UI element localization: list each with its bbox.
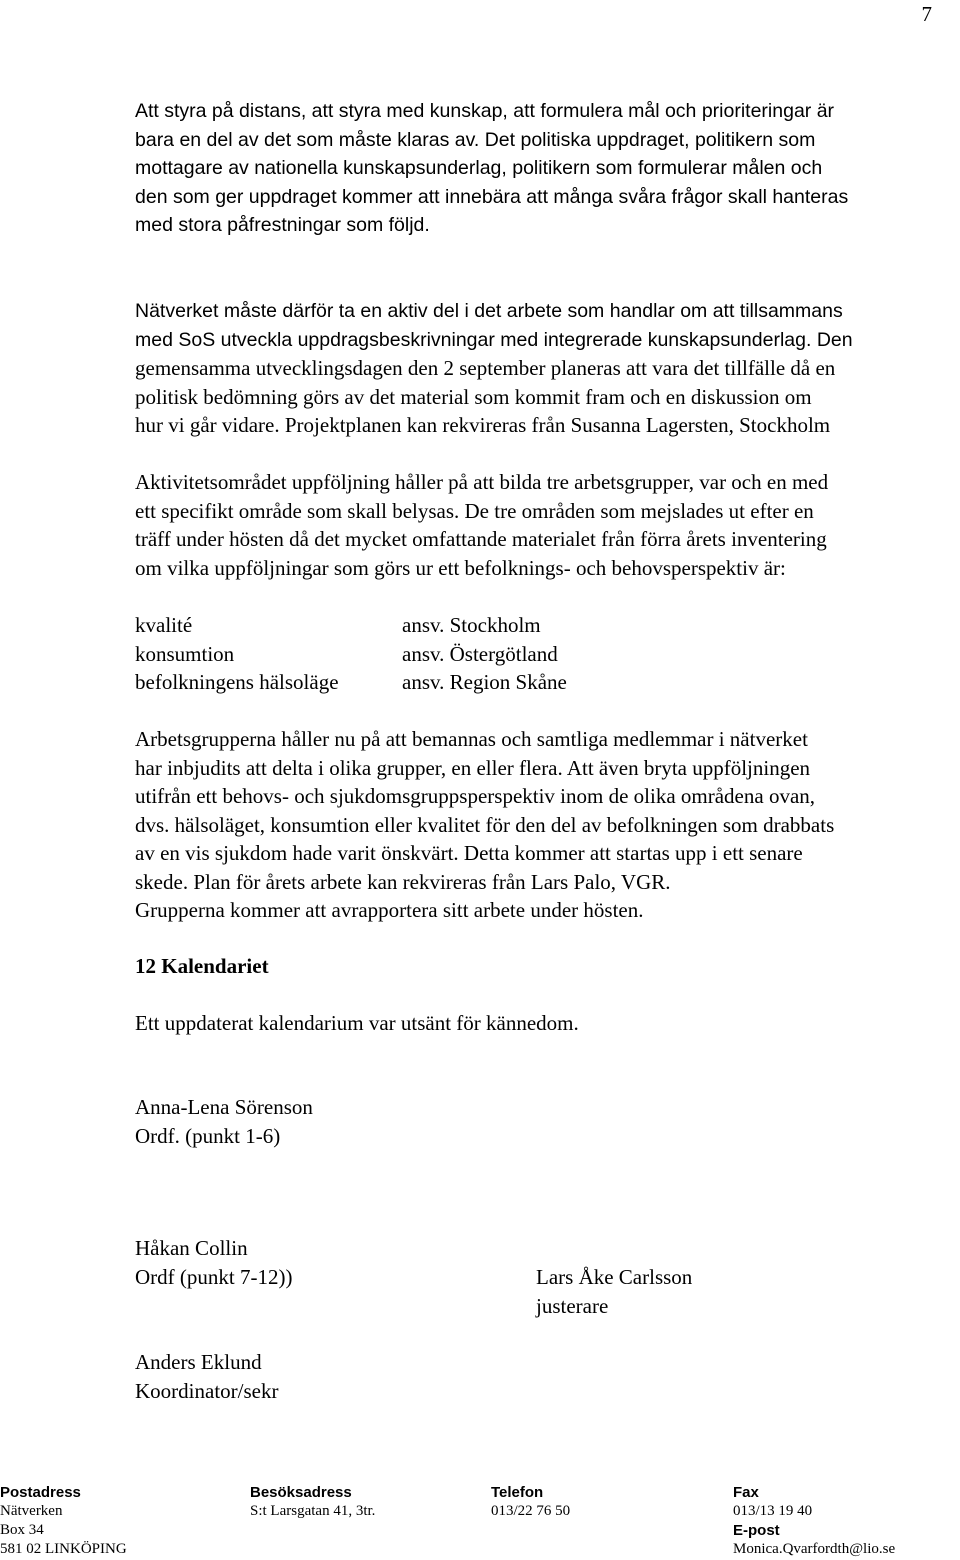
text-line: har inbjudits att delta i olika grupper, en eller flera. Att även bryta uppföljningen bbox=[135, 755, 811, 780]
text-line: om vilka uppföljningar som görs ur ett befolknings- och behovsperspektiv är: bbox=[135, 555, 786, 580]
section-text: Ett uppdaterat kalendarium var utsänt för kännedom. bbox=[135, 1011, 579, 1035]
signature-role: Ordf. (punkt 1-6) bbox=[135, 1123, 281, 1148]
footer-telefon bbox=[491, 1483, 721, 1521]
footer-postadress bbox=[0, 1483, 240, 1559]
paragraph-working-groups bbox=[135, 725, 960, 925]
footer-fax-epost bbox=[733, 1483, 958, 1559]
area-responsible-list bbox=[402, 611, 702, 697]
text-line: med stora påfrestningar som följd. bbox=[135, 214, 430, 236]
text-line: gemensamma utvecklingsdagen den 2 september planeras att vara det tillfälle då en bbox=[135, 356, 836, 380]
signature-secretary bbox=[135, 1348, 455, 1405]
page-number: 7 bbox=[921, 2, 932, 26]
area-name: kvalité bbox=[135, 613, 193, 637]
signature-role: justerare bbox=[536, 1293, 609, 1318]
footer-value: 013/13 19 40 bbox=[733, 1503, 813, 1519]
text-line: Aktivitetsområdet uppföljning håller på att bilda tre arbetsgrupper, var och en med bbox=[135, 470, 829, 494]
text-line: träff under hösten då det mycket omfattande materialet från förra årets inventering bbox=[135, 527, 827, 551]
signature-name: Anna-Lena Sörenson bbox=[135, 1095, 313, 1119]
text-line: Grupperna kommer att avrapportera sitt arbete under hösten. bbox=[135, 898, 644, 922]
footer-label: E-post bbox=[733, 1522, 780, 1539]
text-line: av en vis sjukdom hade varit önskvärt. Detta kommer att startas upp i ett senare bbox=[135, 841, 803, 865]
footer-value: S:t Larsgatan 41, 3tr. bbox=[250, 1503, 376, 1519]
signature-chair-2 bbox=[135, 1234, 455, 1291]
area-list bbox=[135, 611, 395, 697]
signature-role: Ordf (punkt 7-12)) bbox=[135, 1264, 293, 1289]
signature-name: Anders Eklund bbox=[135, 1350, 262, 1374]
text-line: mottagare av nationella kunskapsunderlag, politikern som formulerar målen och bbox=[135, 157, 823, 179]
footer-besoksadress bbox=[250, 1483, 480, 1521]
text-line: skede. Plan för årets arbete kan rekvireras från Lars Palo, VGR. bbox=[135, 869, 671, 894]
text-line: ett specifikt område som skall belysas. De tre områden som mejslades ut efter en bbox=[135, 498, 814, 523]
section-heading: 12 Kalendariet bbox=[135, 954, 269, 978]
text-line: bara en del av det som måste klaras av. Det politiska uppdraget, politikern som bbox=[135, 128, 816, 151]
paragraph-followup-groups bbox=[135, 468, 960, 582]
signature-adjuster bbox=[536, 1263, 856, 1320]
text-line: politisk bedömning görs av det material som kommit fram och en diskussion om bbox=[135, 384, 812, 409]
footer-label: Fax bbox=[733, 1484, 759, 1501]
area-name: befolkningens hälsoläge bbox=[135, 670, 339, 694]
footer-value: 013/22 76 50 bbox=[491, 1503, 571, 1519]
text-line: utifrån ett behovs- och sjukdomsgruppsperspektiv inom de olika områdena ovan, bbox=[135, 784, 816, 808]
footer-label: Telefon bbox=[491, 1484, 544, 1501]
area-responsible: ansv. Östergötland bbox=[402, 641, 558, 666]
area-responsible: ansv. Region Skåne bbox=[402, 670, 567, 694]
text-line: Arbetsgrupperna håller nu på att bemannas och samtliga medlemmar i nätverket bbox=[135, 727, 808, 751]
paragraph-network-role bbox=[135, 297, 960, 440]
text-line: Att styra på distans, att styra med kunskap, att formulera mål och prioriteringar är bbox=[135, 100, 835, 122]
signature-chair-1 bbox=[135, 1093, 455, 1150]
signature-name: Lars Åke Carlsson bbox=[536, 1265, 693, 1289]
text-line: dvs. hälsoläget, konsumtion eller kvalitet för den del av befolkningen som drabbats bbox=[135, 812, 835, 837]
text-line: med SoS utveckla uppdragsbeskrivningar med integrerade kunskapsunderlag. Den bbox=[135, 328, 853, 351]
footer-email[interactable]: Monica.Qvarfordth@lio.se bbox=[733, 1541, 896, 1557]
text-line: hur vi går vidare. Projektplanen kan rekvireras från Susanna Lagersten, Stockholm bbox=[135, 413, 831, 437]
signature-name: Håkan Collin bbox=[135, 1236, 248, 1260]
footer-value: 581 02 LINKÖPING bbox=[0, 1541, 127, 1557]
area-name: konsumtion bbox=[135, 641, 235, 666]
signature-role: Koordinator/sekr bbox=[135, 1378, 279, 1403]
footer-label: Postadress bbox=[0, 1484, 81, 1501]
footer-value: Nätverken bbox=[0, 1503, 63, 1519]
text-line: Nätverket måste därför ta en aktiv del i det arbete som handlar om att tillsammans bbox=[135, 300, 843, 322]
footer-label: Besöksadress bbox=[250, 1484, 352, 1501]
paragraph-distance-steering bbox=[135, 97, 960, 240]
text-line: den som ger uppdraget kommer att innebära att många svåra frågor skall hanteras bbox=[135, 185, 849, 208]
footer-value: Box 34 bbox=[0, 1522, 44, 1538]
area-responsible: ansv. Stockholm bbox=[402, 613, 541, 637]
